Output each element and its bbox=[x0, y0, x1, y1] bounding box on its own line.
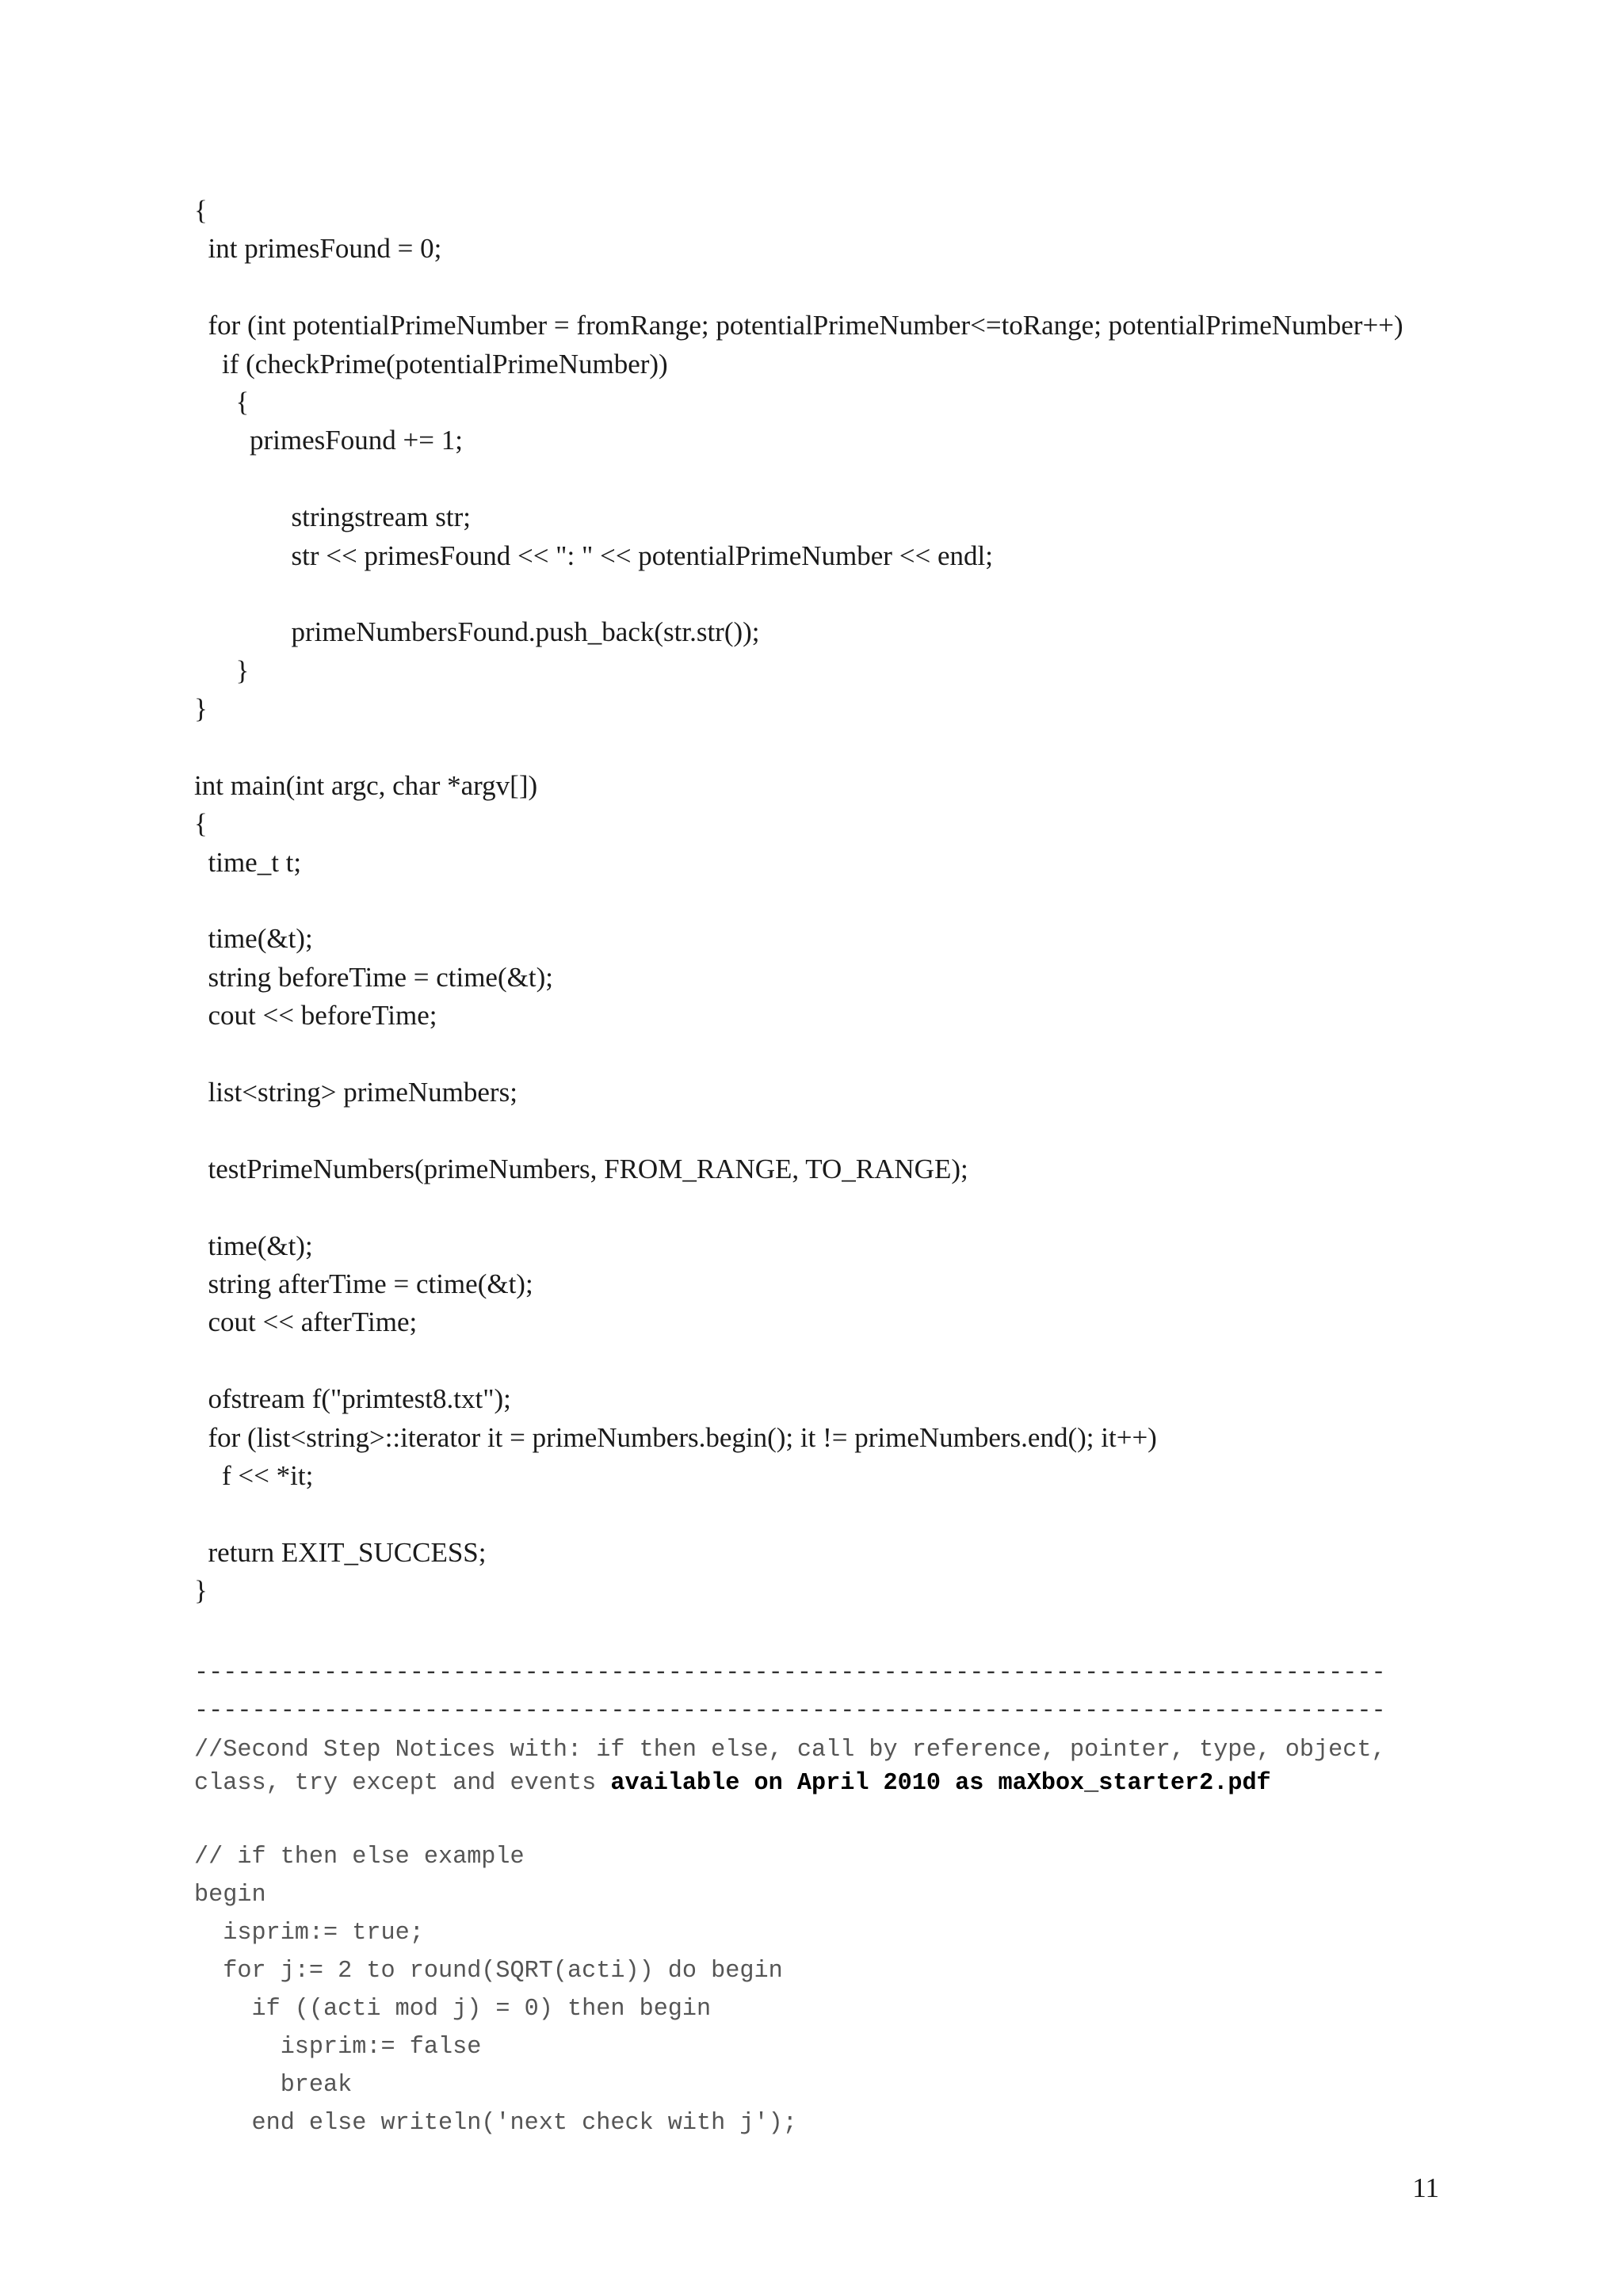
code-line: time(&t); bbox=[194, 923, 313, 955]
code-line: ofstream f("primtest8.txt"); bbox=[194, 1383, 511, 1415]
code-line: int main(int argc, char *argv[]) bbox=[194, 769, 538, 801]
code-line: begin bbox=[194, 1882, 266, 1909]
code-line bbox=[194, 1112, 1541, 1150]
cpp-code-listing bbox=[194, 192, 1541, 1610]
code-line bbox=[194, 1495, 1541, 1533]
code-line: time_t t; bbox=[194, 846, 302, 878]
code-line: primeNumbersFound.push_back(str.str()); bbox=[194, 616, 760, 648]
pascal-code-section bbox=[194, 1654, 1557, 2142]
code-line: end else writeln('next check with j'); bbox=[194, 2110, 797, 2137]
code-line: for (list<string>::iterator it = primeNumbers.begin(); it != primeNumbers.end(); it++) bbox=[194, 1421, 1157, 1453]
code-line: // if then else example bbox=[194, 1844, 525, 1871]
code-line: string afterTime = ctime(&t); bbox=[194, 1268, 533, 1299]
code-line: return EXIT_SUCCESS; bbox=[194, 1536, 487, 1568]
code-line: time(&t); bbox=[194, 1230, 313, 1261]
code-line: primesFound += 1; bbox=[194, 425, 463, 456]
code-line: testPrimeNumbers(primeNumbers, FROM_RANGE, TO_RANGE); bbox=[194, 1153, 968, 1184]
code-line bbox=[194, 269, 1541, 307]
code-line: for (int potentialPrimeNumber = fromRange; potentialPrimeNumber<=toRange; potentialPrimeNumber++) bbox=[194, 310, 1403, 341]
code-line bbox=[194, 1035, 1541, 1074]
code-line: { bbox=[194, 195, 208, 226]
code-line bbox=[194, 460, 1541, 498]
code-line bbox=[194, 882, 1541, 920]
code-line: { bbox=[194, 808, 208, 840]
separator-line: ----------------------------------------------------------------------------------- bbox=[194, 1660, 1386, 1687]
code-line: cout << beforeTime; bbox=[194, 1000, 437, 1032]
code-line bbox=[194, 728, 1541, 766]
page-number: 11 bbox=[1412, 2172, 1439, 2203]
code-line bbox=[194, 1342, 1541, 1380]
notice-text: //Second Step Notices with: if then else, call by reference, pointer, type, object, class, try except and events bbox=[194, 1737, 1386, 1797]
code-line: break bbox=[194, 2072, 353, 2099]
code-line: f << *it; bbox=[194, 1459, 314, 1491]
code-line: } bbox=[194, 1575, 208, 1607]
code-line bbox=[194, 1800, 1557, 1838]
code-line: isprim:= true; bbox=[194, 1920, 424, 1947]
code-line: stringstream str; bbox=[194, 502, 471, 533]
code-line: cout << afterTime; bbox=[194, 1306, 418, 1338]
code-line: if ((acti mod j) = 0) then begin bbox=[194, 1996, 712, 2023]
code-line: for j:= 2 to round(SQRT(acti)) do begin bbox=[194, 1958, 783, 1985]
code-line: str << primesFound << ": " << potentialPrimeNumber << endl; bbox=[194, 540, 993, 571]
notice-availability: available on April 2010 as maXbox_starter2.pdf bbox=[610, 1770, 1271, 1797]
code-line: } bbox=[194, 693, 208, 725]
code-line bbox=[194, 1188, 1541, 1226]
code-line: if (checkPrime(potentialPrimeNumber)) bbox=[194, 348, 668, 379]
code-line: isprim:= false bbox=[194, 2034, 482, 2061]
code-line: list<string> primeNumbers; bbox=[194, 1076, 517, 1108]
code-line: } bbox=[194, 654, 250, 686]
code-line bbox=[194, 575, 1541, 613]
code-line: { bbox=[194, 386, 250, 418]
code-line: int primesFound = 0; bbox=[194, 233, 442, 265]
separator-line: ----------------------------------------------------------------------------------- bbox=[194, 1698, 1386, 1725]
notice-comment bbox=[194, 1733, 1557, 1800]
code-line: string beforeTime = ctime(&t); bbox=[194, 961, 553, 993]
